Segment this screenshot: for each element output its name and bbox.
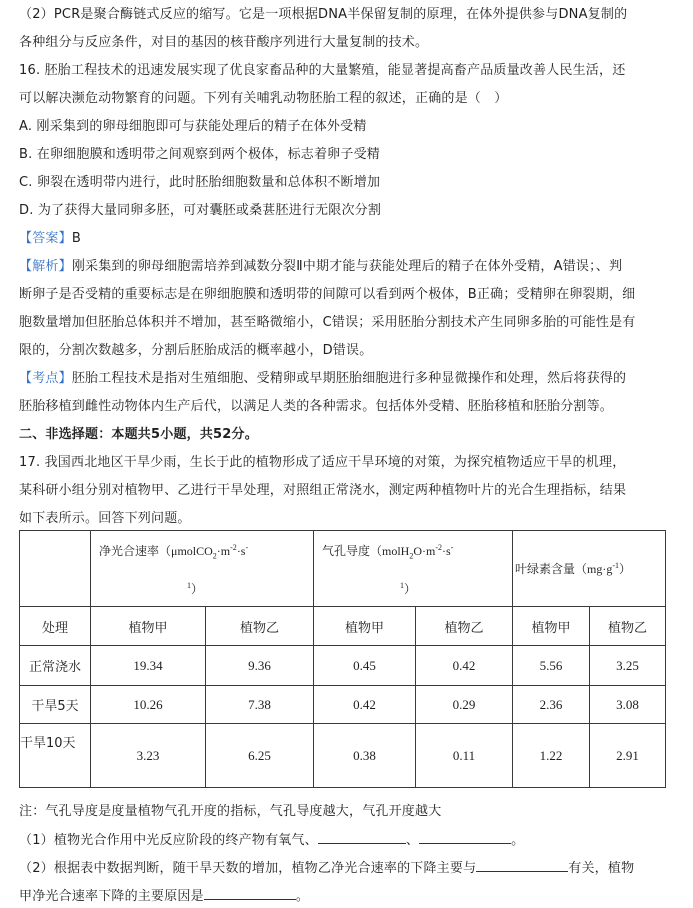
question-16-stem-line-1: 16. 胚胎工程技术的迅速发展实现了优良家畜品种的大量繁殖，能显著提高畜产品质量改善人民生活，还 <box>19 63 626 78</box>
value-cell: 9.36 <box>206 646 314 686</box>
header-plant-b: 植物乙 <box>206 607 314 646</box>
kaodian-line-1 <box>19 370 626 388</box>
value-cell: 19.34 <box>91 646 206 686</box>
header-treatment: 处理 <box>20 607 91 646</box>
question-16-stem-line-2: 可以解决濒危动物繁育的问题。下列有关哺乳动物胚胎工程的叙述，正确的是（ ） <box>19 91 508 106</box>
answer-blank[interactable] <box>318 831 406 844</box>
option-c: C. 卵裂在透明带内进行，此时胚胎细胞数量和总体积不断增加 <box>19 175 381 190</box>
treatment-cell: 干旱10天 <box>20 724 91 788</box>
value-cell: 1.22 <box>513 724 590 788</box>
sub-question-2-text-b: 有关，植物 <box>568 861 635 876</box>
answer-value: B <box>71 231 81 246</box>
section-2-title: 二、非选择题：本题共5小题，共52分。 <box>19 427 258 442</box>
table-note: 注：气孔导度是度量植物气孔开度的指标，气孔导度越大，气孔开度越大 <box>19 804 442 819</box>
header-stomatal-conductance: 气孔导度（$molH_2O\cdot m^{-2}\cdot s^-$ $^1$） <box>314 531 513 607</box>
pcr-explanation-line-2: 各种组分与反应条件，对目的基因的核苷酸序列进行大量复制的技术。 <box>19 35 429 50</box>
kaodian-label: 【考点】 <box>19 371 72 386</box>
header-plant-b: 植物乙 <box>416 607 513 646</box>
sub-question-1 <box>19 831 524 850</box>
table-row <box>20 724 666 788</box>
value-cell: 2.36 <box>513 686 590 724</box>
answer-blank[interactable] <box>419 831 511 844</box>
empty-corner-cell <box>20 531 91 607</box>
value-cell: 3.23 <box>91 724 206 788</box>
question-17-stem-line-1: 17. 我国西北地区干旱少雨，生长于此的植物形成了适应干旱环境的对策，为探究植物适应干旱的机理， <box>19 455 626 470</box>
value-cell: 6.25 <box>206 724 314 788</box>
analysis-line-3: 胞数量增加但胚胎总体积并不增加，甚至略微缩小，C错误；采用胚胎分割技术产生同卵多胎的可能性是有 <box>19 315 636 330</box>
value-cell: 3.25 <box>590 646 666 686</box>
sub-question-2-text-c: 甲净光合速率下降的主要原因是 <box>19 889 204 904</box>
value-cell: 7.38 <box>206 686 314 724</box>
sub-question-1-text: （1）植物光合作用中光反应阶段的终产物有氧气、 <box>19 833 318 848</box>
value-cell: 0.42 <box>314 686 416 724</box>
kaodian-text-1: 胚胎工程技术是指对生殖细胞、受精卵或早期胚胎细胞进行多种显微操作和处理，然后将获得的 <box>71 371 627 386</box>
kaodian-line-2: 胚胎移植到雌性动物体内生产后代，以满足人类的各种需求。包括体外受精、胚胎移植和胚胎分割等。 <box>19 399 614 414</box>
table-row <box>20 646 666 686</box>
value-cell: 2.91 <box>590 724 666 788</box>
value-cell: 0.29 <box>416 686 513 724</box>
treatment-cell: 正常浇水 <box>20 646 91 686</box>
period: 。 <box>295 889 310 904</box>
table-group-header-row <box>20 531 666 607</box>
treatment-cell: 干旱5天 <box>20 686 91 724</box>
sub-question-2-text-a: （2）根据表中数据判断，随干旱天数的增加，植物乙净光合速率的下降主要与 <box>19 861 477 876</box>
header-plant-a: 植物甲 <box>314 607 416 646</box>
sub-question-2-line-2 <box>19 887 309 906</box>
answer-line <box>19 230 81 248</box>
value-cell: 0.11 <box>416 724 513 788</box>
analysis-line-4: 限的，分割次数越多，分割后胚胎成活的概率越小，D错误。 <box>19 343 373 358</box>
header-plant-a: 植物甲 <box>91 607 206 646</box>
analysis-line-2: 断卵子是否受精的重要标志是在卵细胞膜和透明带的间隙可以看到两个极体，B正确；受精卵在卵裂期，细 <box>19 287 636 302</box>
answer-blank[interactable] <box>204 887 296 900</box>
pcr-explanation-line-1: （2）PCR是聚合酶链式反应的缩写。它是一项根据DNA半保留复制的原理，在体外提供参与DNA复制的 <box>19 7 628 22</box>
photosynthesis-data-table <box>19 530 666 788</box>
header-plant-a: 植物甲 <box>513 607 590 646</box>
analysis-label: 【解析】 <box>19 259 72 274</box>
table-sub-header-row <box>20 607 666 646</box>
sub-question-2-line-1 <box>19 859 634 878</box>
answer-label: 【答案】 <box>19 231 72 246</box>
header-net-photosynthesis-rate: 净光合速率（$\mu molCO_2\cdot m^{-2}\cdot s^-$ $^1$） <box>91 531 314 607</box>
value-cell: 0.38 <box>314 724 416 788</box>
analysis-line-1 <box>19 258 622 276</box>
analysis-text-1: 刚采集到的卵母细胞需培养到减数分裂Ⅱ中期才能与获能处理后的精子在体外受精，A错误；、判 <box>71 259 623 274</box>
separator: 、 <box>405 833 420 848</box>
option-b: B. 在卵细胞膜和透明带之间观察到两个极体，标志着卵子受精 <box>19 147 380 162</box>
answer-blank[interactable] <box>476 859 568 872</box>
option-a: A. 刚采集到的卵母细胞即可与获能处理后的精子在体外受精 <box>19 119 367 134</box>
question-17-stem-line-2: 某科研小组分别对植物甲、乙进行干旱处理，对照组正常浇水，测定两种植物叶片的光合生理指标，结果 <box>19 483 627 498</box>
header-plant-b: 植物乙 <box>590 607 666 646</box>
table-row <box>20 686 666 724</box>
value-cell: 0.42 <box>416 646 513 686</box>
question-17-stem-line-3: 如下表所示。回答下列问题。 <box>19 511 191 526</box>
header-chlorophyll-content: 叶绿素含量$(mg\cdot g^{-1})$ <box>513 531 666 607</box>
value-cell: 3.08 <box>590 686 666 724</box>
period: 。 <box>511 833 525 848</box>
value-cell: 10.26 <box>91 686 206 724</box>
value-cell: 5.56 <box>513 646 590 686</box>
value-cell: 0.45 <box>314 646 416 686</box>
option-d: D. 为了获得大量同卵多胚，可对囊胚或桑葚胚进行无限次分割 <box>19 203 382 218</box>
